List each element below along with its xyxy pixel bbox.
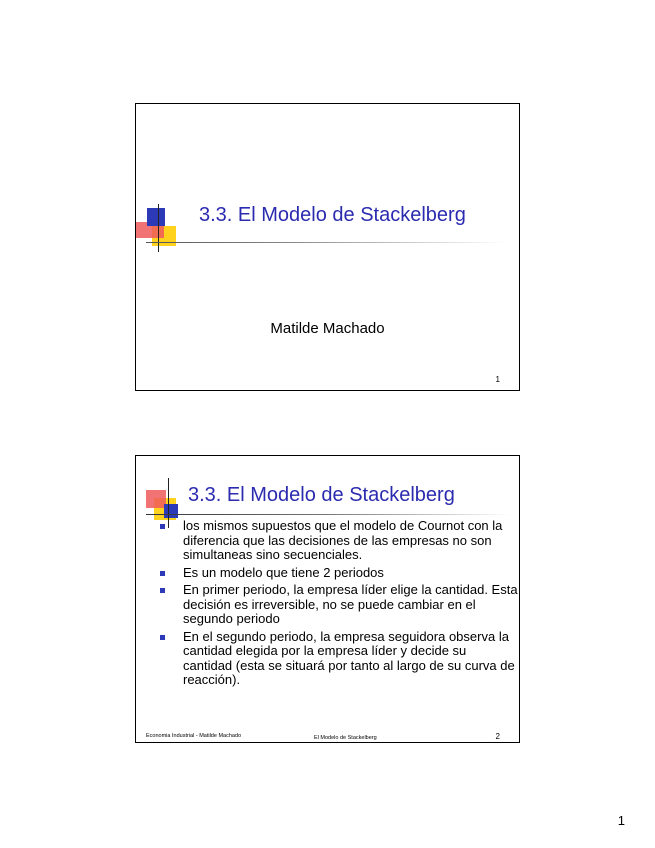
bullet-square-icon [160, 588, 165, 593]
slide-page-number: 2 [495, 732, 500, 741]
slide-footer-left: Economia Industrial - Matilde Machado [146, 733, 242, 739]
slide-footer-center: El Modelo de Stackelberg [314, 735, 377, 741]
bullet-item: En primer periodo, la empresa líder elige la cantidad. Esta decisión es irreversible, no se puede cambiar en el segundo periodo [158, 583, 518, 627]
bullet-item: Es un modelo que tiene 2 periodos [158, 566, 518, 581]
slide-title: 3.3. El Modelo de Stackelberg [188, 484, 455, 506]
bullet-square-icon [160, 635, 165, 640]
document-page-number: 1 [617, 813, 625, 828]
slide-subtitle: Matilde Machado [270, 320, 385, 337]
bullet-square-icon [160, 524, 165, 529]
bullet-item: los mismos supuestos que el modelo de Cournot con la diferencia que las decisiones de las empresas no son simultaneas sino secuenciales. [158, 519, 518, 563]
slide-title: 3.3. El Modelo de Stackelberg [199, 204, 466, 226]
slide-page-number: 1 [495, 375, 500, 384]
title-underline [146, 514, 511, 515]
title-decoration [136, 204, 196, 254]
bullet-item: En el segundo periodo, la empresa seguidora observa la cantidad elegida por la empresa líder y decide su cantidad (esta se situará por tanto al largo de su curva de reacción). [158, 630, 518, 688]
bullet-list [158, 519, 518, 691]
bullet-square-icon [160, 571, 165, 576]
slide-1 [135, 103, 520, 391]
title-underline [146, 242, 506, 243]
slide-2 [135, 455, 520, 743]
